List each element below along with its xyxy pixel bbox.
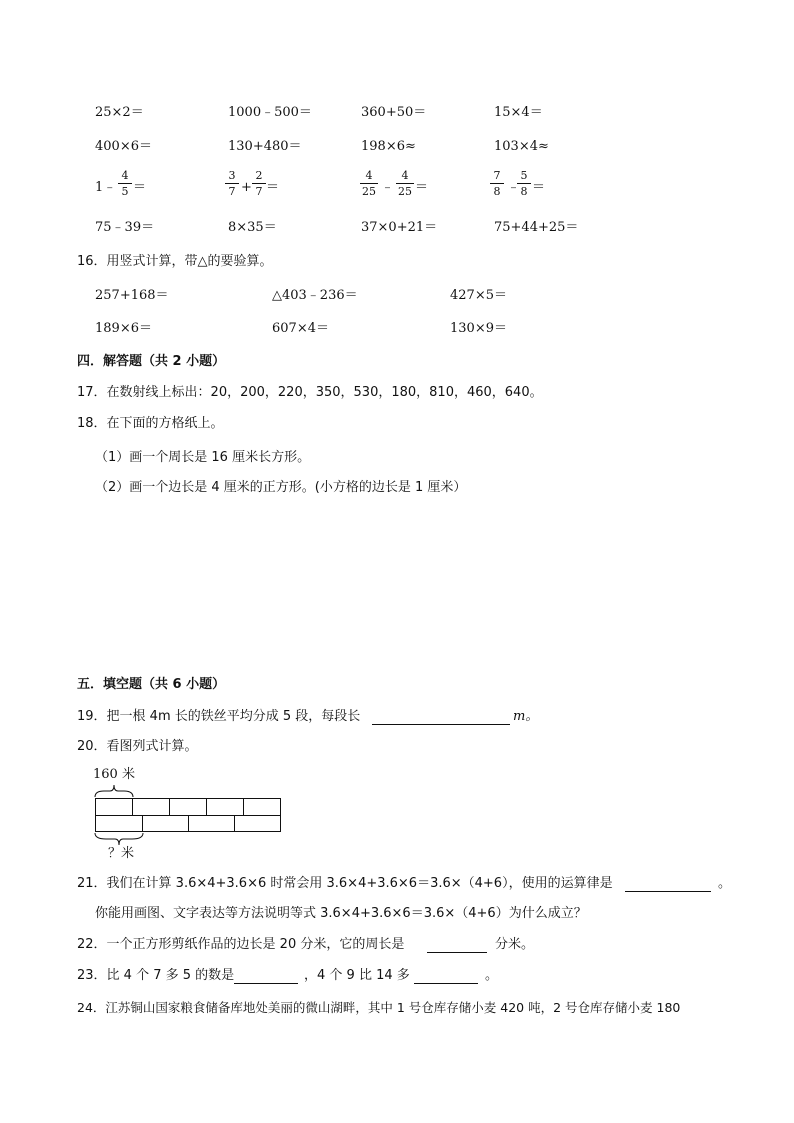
q23-text-2: ，4 个 9 比 14 多	[304, 968, 410, 983]
fraction	[490, 170, 504, 198]
calc-4-3: 37×0+21＝	[361, 220, 438, 235]
calc-3-4-op: ﹣	[507, 180, 521, 195]
q18-part-2: （2）画一个边长是 4 厘米的正方形。(小方格的边长是 1 厘米）	[95, 480, 467, 495]
fraction	[252, 170, 266, 198]
calc-1-4: 15×4＝	[494, 105, 543, 120]
section-5-heading: 五．填空题（共 6 小题）	[77, 677, 226, 692]
top-brace-icon	[94, 783, 134, 799]
q16-title: 16．用竖式计算，带△的要验算。	[77, 254, 273, 269]
calc-1-3: 360+50＝	[361, 105, 427, 120]
q21-line-1: 21．我们在计算 3.6×4+3.6×6 时常会用 3.6×4+3.6×6＝3.6×（4+6），使用的运算律是	[77, 876, 613, 891]
calc-3-4-suffix: ＝	[532, 180, 546, 195]
fraction	[396, 170, 414, 198]
fraction-denominator: 7	[255, 185, 263, 198]
fraction-numerator: 2	[255, 169, 263, 182]
fraction-denominator: 5	[121, 185, 129, 198]
calc-3-2-op: +	[241, 180, 252, 195]
fraction-denominator: 25	[398, 185, 412, 198]
q16-item-2: △403﹣236＝	[272, 288, 358, 303]
calc-2-4: 103×4≈	[494, 139, 549, 154]
q19-unit: m。	[513, 709, 539, 724]
q21-line-2: 你能用画图、文字表达等方法说明等式 3.6×4+3.6×6＝3.6×（4+6）为什么成立？	[95, 906, 587, 921]
answer-blank[interactable]	[372, 724, 510, 725]
answer-blank[interactable]	[234, 983, 298, 984]
section-4-heading: 四．解答题（共 2 小题）	[77, 354, 226, 369]
calc-4-4: 75+44+25＝	[494, 220, 579, 235]
q23-end: 。	[485, 968, 499, 983]
fraction-numerator: 4	[401, 169, 409, 182]
bottom-brace-icon	[94, 831, 144, 847]
bottom-segment	[188, 815, 235, 832]
q18-title: 18．在下面的方格纸上。	[77, 416, 224, 431]
fraction-bar	[360, 183, 378, 184]
q16-item-5: 607×4＝	[272, 321, 329, 336]
fraction-bar	[118, 183, 132, 184]
calc-2-3: 198×6≈	[361, 139, 416, 154]
q21-line-1-end: 。	[718, 876, 732, 891]
fraction	[225, 170, 239, 198]
calc-3-3-suffix: ＝	[415, 180, 429, 195]
fraction-bar	[396, 183, 414, 184]
q16-item-4: 189×6＝	[95, 321, 152, 336]
calc-4-2: 8×35＝	[228, 220, 277, 235]
q16-item-6: 130×9＝	[450, 321, 507, 336]
fraction-denominator: 8	[520, 185, 528, 198]
q17: 17．在数射线上标出：20，200，220，350，530，180，810，460，640。	[77, 385, 543, 400]
calc-4-1: 75﹣39＝	[95, 220, 155, 235]
bottom-segment	[95, 815, 143, 832]
top-segment	[206, 798, 244, 816]
fraction-bar	[252, 183, 266, 184]
fraction-numerator: 5	[520, 169, 528, 182]
fraction-bar	[490, 183, 504, 184]
calc-2-2: 130+480＝	[228, 139, 302, 154]
fraction-denominator: 25	[362, 185, 376, 198]
fraction-bar	[517, 183, 531, 184]
fraction-denominator: 7	[228, 185, 236, 198]
q16-item-3: 427×5＝	[450, 288, 507, 303]
calc-1-1: 25×2＝	[95, 105, 144, 120]
q24: 24．江苏铜山国家粮食储备库地处美丽的微山湖畔，其中 1 号仓库存储小麦 420 吨，2 号仓库存储小麦 180	[77, 1000, 681, 1015]
calc-2-1: 400×6＝	[95, 139, 152, 154]
top-segment	[95, 798, 133, 816]
fraction-numerator: 3	[228, 169, 236, 182]
fraction-denominator: 8	[493, 185, 501, 198]
calc-1-2: 1000﹣500＝	[228, 105, 312, 120]
calc-3-3-op: ﹣	[381, 180, 395, 195]
top-segment	[243, 798, 281, 816]
fraction	[360, 170, 378, 198]
diagram-top-label: 160 米	[93, 767, 135, 782]
answer-blank[interactable]	[414, 983, 478, 984]
calc-3-2-suffix: ＝	[266, 180, 280, 195]
bottom-segment	[142, 815, 189, 832]
top-segment	[132, 798, 170, 816]
q18-part-1: （1）画一个周长是 16 厘米长方形。	[95, 450, 311, 465]
calc-3-1-prefix: 1﹣	[95, 180, 117, 195]
fraction	[118, 170, 132, 198]
diagram-bottom-label: ？米	[108, 846, 135, 861]
q22-unit: 分米。	[495, 937, 535, 952]
fraction-bar	[225, 183, 239, 184]
bottom-segment	[234, 815, 281, 832]
fraction-numerator: 4	[365, 169, 373, 182]
fraction-numerator: 4	[121, 169, 129, 182]
answer-blank[interactable]	[625, 891, 711, 892]
calc-3-1-suffix: ＝	[133, 180, 147, 195]
fraction-numerator: 7	[493, 169, 501, 182]
q22-text: 22．一个正方形剪纸作品的边长是 20 分米，它的周长是	[77, 937, 405, 952]
top-segment	[169, 798, 207, 816]
q16-item-1: 257+168＝	[95, 288, 169, 303]
fraction	[517, 170, 531, 198]
answer-blank[interactable]	[427, 952, 487, 953]
q19-text: 19．把一根 4m 长的铁丝平均分成 5 段，每段长	[77, 709, 361, 724]
q20-title: 20．看图列式计算。	[77, 739, 198, 754]
q23-text-1: 23．比 4 个 7 多 5 的数是	[77, 968, 235, 983]
